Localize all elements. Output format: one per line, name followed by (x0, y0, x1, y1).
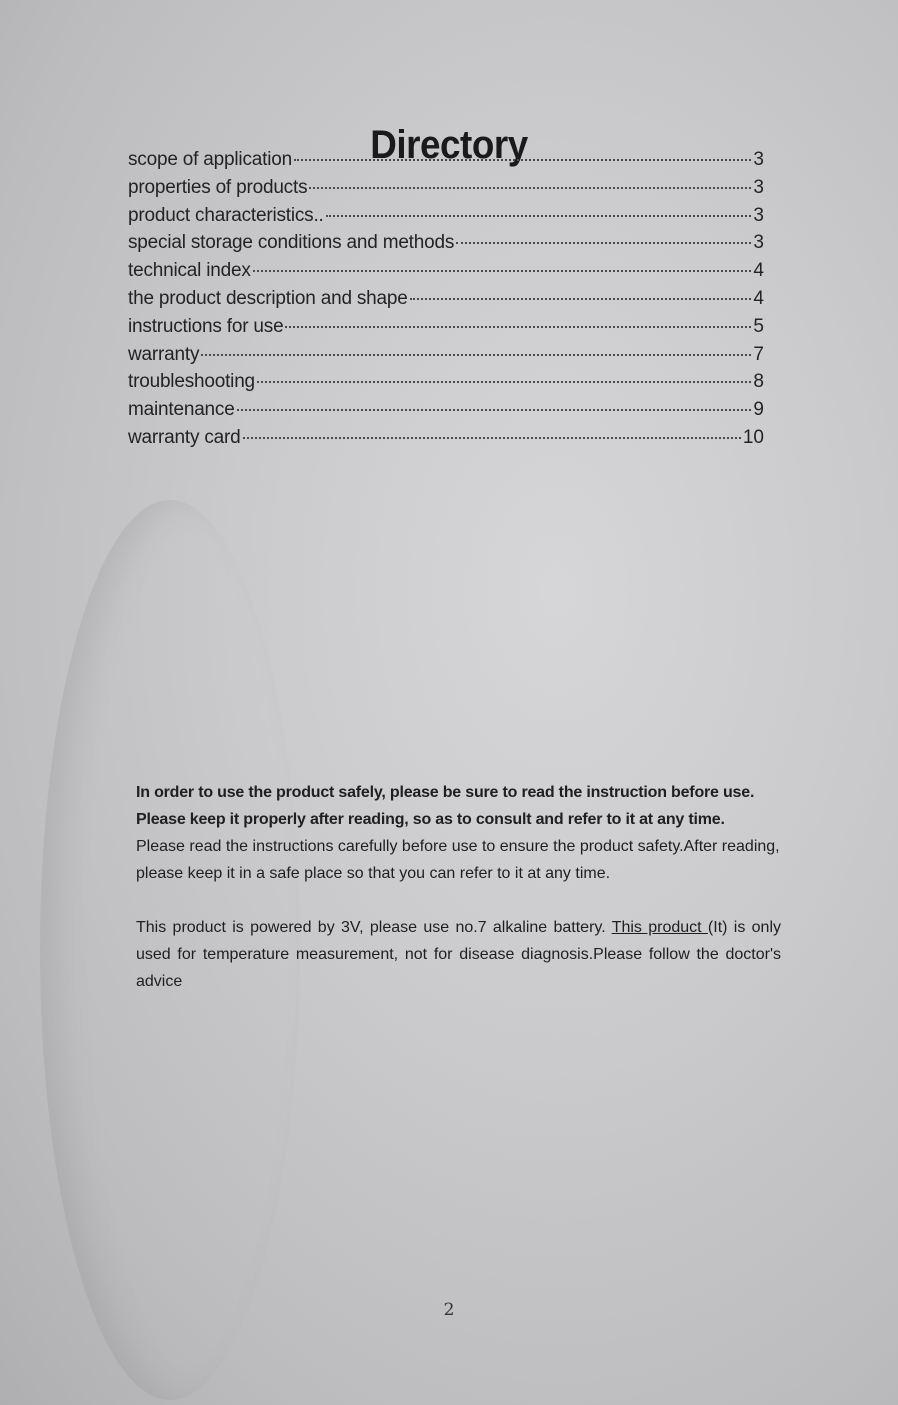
toc-entry-label: warranty card (128, 426, 241, 448)
toc-entry-page: 10 (742, 426, 764, 448)
toc-dot-leader (309, 187, 751, 189)
toc-entry (128, 149, 764, 177)
toc-entry-label: technical index (128, 260, 251, 282)
toc-entry (128, 177, 764, 205)
toc-entry (128, 260, 764, 288)
toc-entry-label: maintenance (128, 399, 235, 421)
toc-dot-leader (253, 270, 752, 272)
underlined-product-reference: This product (611, 919, 708, 936)
toc-entry-label: the product description and shape (128, 287, 408, 309)
page-title: Directory (370, 122, 528, 167)
toc-entry-page: 3 (753, 149, 764, 170)
notice-bold-line: Please keep it properly after reading, so as to consult and refer to it at any time. (136, 811, 725, 828)
toc-entry-page: 9 (753, 399, 764, 421)
toc-dot-leader (285, 326, 751, 328)
power-usage-paragraph (136, 914, 781, 995)
toc-entry-page: 3 (753, 176, 764, 198)
toc-entry-page: 7 (753, 343, 764, 365)
toc-dot-leader (201, 354, 751, 356)
toc-entry-label: product characteristics.. (128, 204, 324, 226)
toc-entry (128, 344, 764, 372)
toc-entry (128, 427, 764, 455)
toc-dot-leader (410, 298, 752, 300)
toc-dot-leader (326, 215, 752, 217)
toc-dot-leader (257, 381, 751, 383)
toc-entry (128, 232, 764, 260)
paragraph-spacer (136, 887, 781, 914)
toc-entry (128, 399, 764, 427)
toc-entry (128, 371, 764, 399)
toc-entry-label: troubleshooting (128, 371, 255, 393)
toc-entry (128, 316, 764, 344)
toc-entry-label: scope of application (128, 149, 292, 170)
toc-dot-leader (237, 409, 752, 411)
toc-dot-leader (294, 159, 751, 161)
table-of-contents (128, 149, 764, 455)
toc-entry-label: instructions for use (128, 315, 284, 337)
notice-bold-line: In order to use the product safely, please be sure to read the instruction before use. (136, 784, 755, 801)
toc-entry-label: warranty (128, 343, 200, 365)
notice-instructions-text: Please read the instructions carefully before use to ensure the product safety.After reading, please keep it in a safe place so that you can refer to it at any time. (136, 838, 780, 882)
power-usage-text: This product is powered by 3V, please use no.7 alkaline battery. (136, 919, 612, 936)
toc-entry-page: 3 (753, 204, 764, 226)
toc-dot-leader (243, 437, 741, 439)
toc-entry-page: 4 (753, 287, 764, 309)
toc-entry-page: 5 (753, 315, 764, 337)
toc-entry-page: 8 (753, 371, 764, 393)
safety-notice (136, 779, 781, 995)
toc-dot-leader (456, 242, 751, 244)
toc-entry (128, 205, 764, 233)
toc-entry-page: 3 (753, 232, 764, 254)
page-number: 2 (443, 1300, 455, 1320)
toc-entry (128, 288, 764, 316)
toc-entry-page: 4 (753, 260, 764, 282)
power-usage-text-continued: (It) is only used for temperature measurement, not for disease diagnosis.Please follow the doctor's advice (136, 919, 782, 990)
toc-entry-label: special storage conditions and methods (128, 232, 455, 254)
toc-entry-label: properties of products (128, 176, 308, 198)
